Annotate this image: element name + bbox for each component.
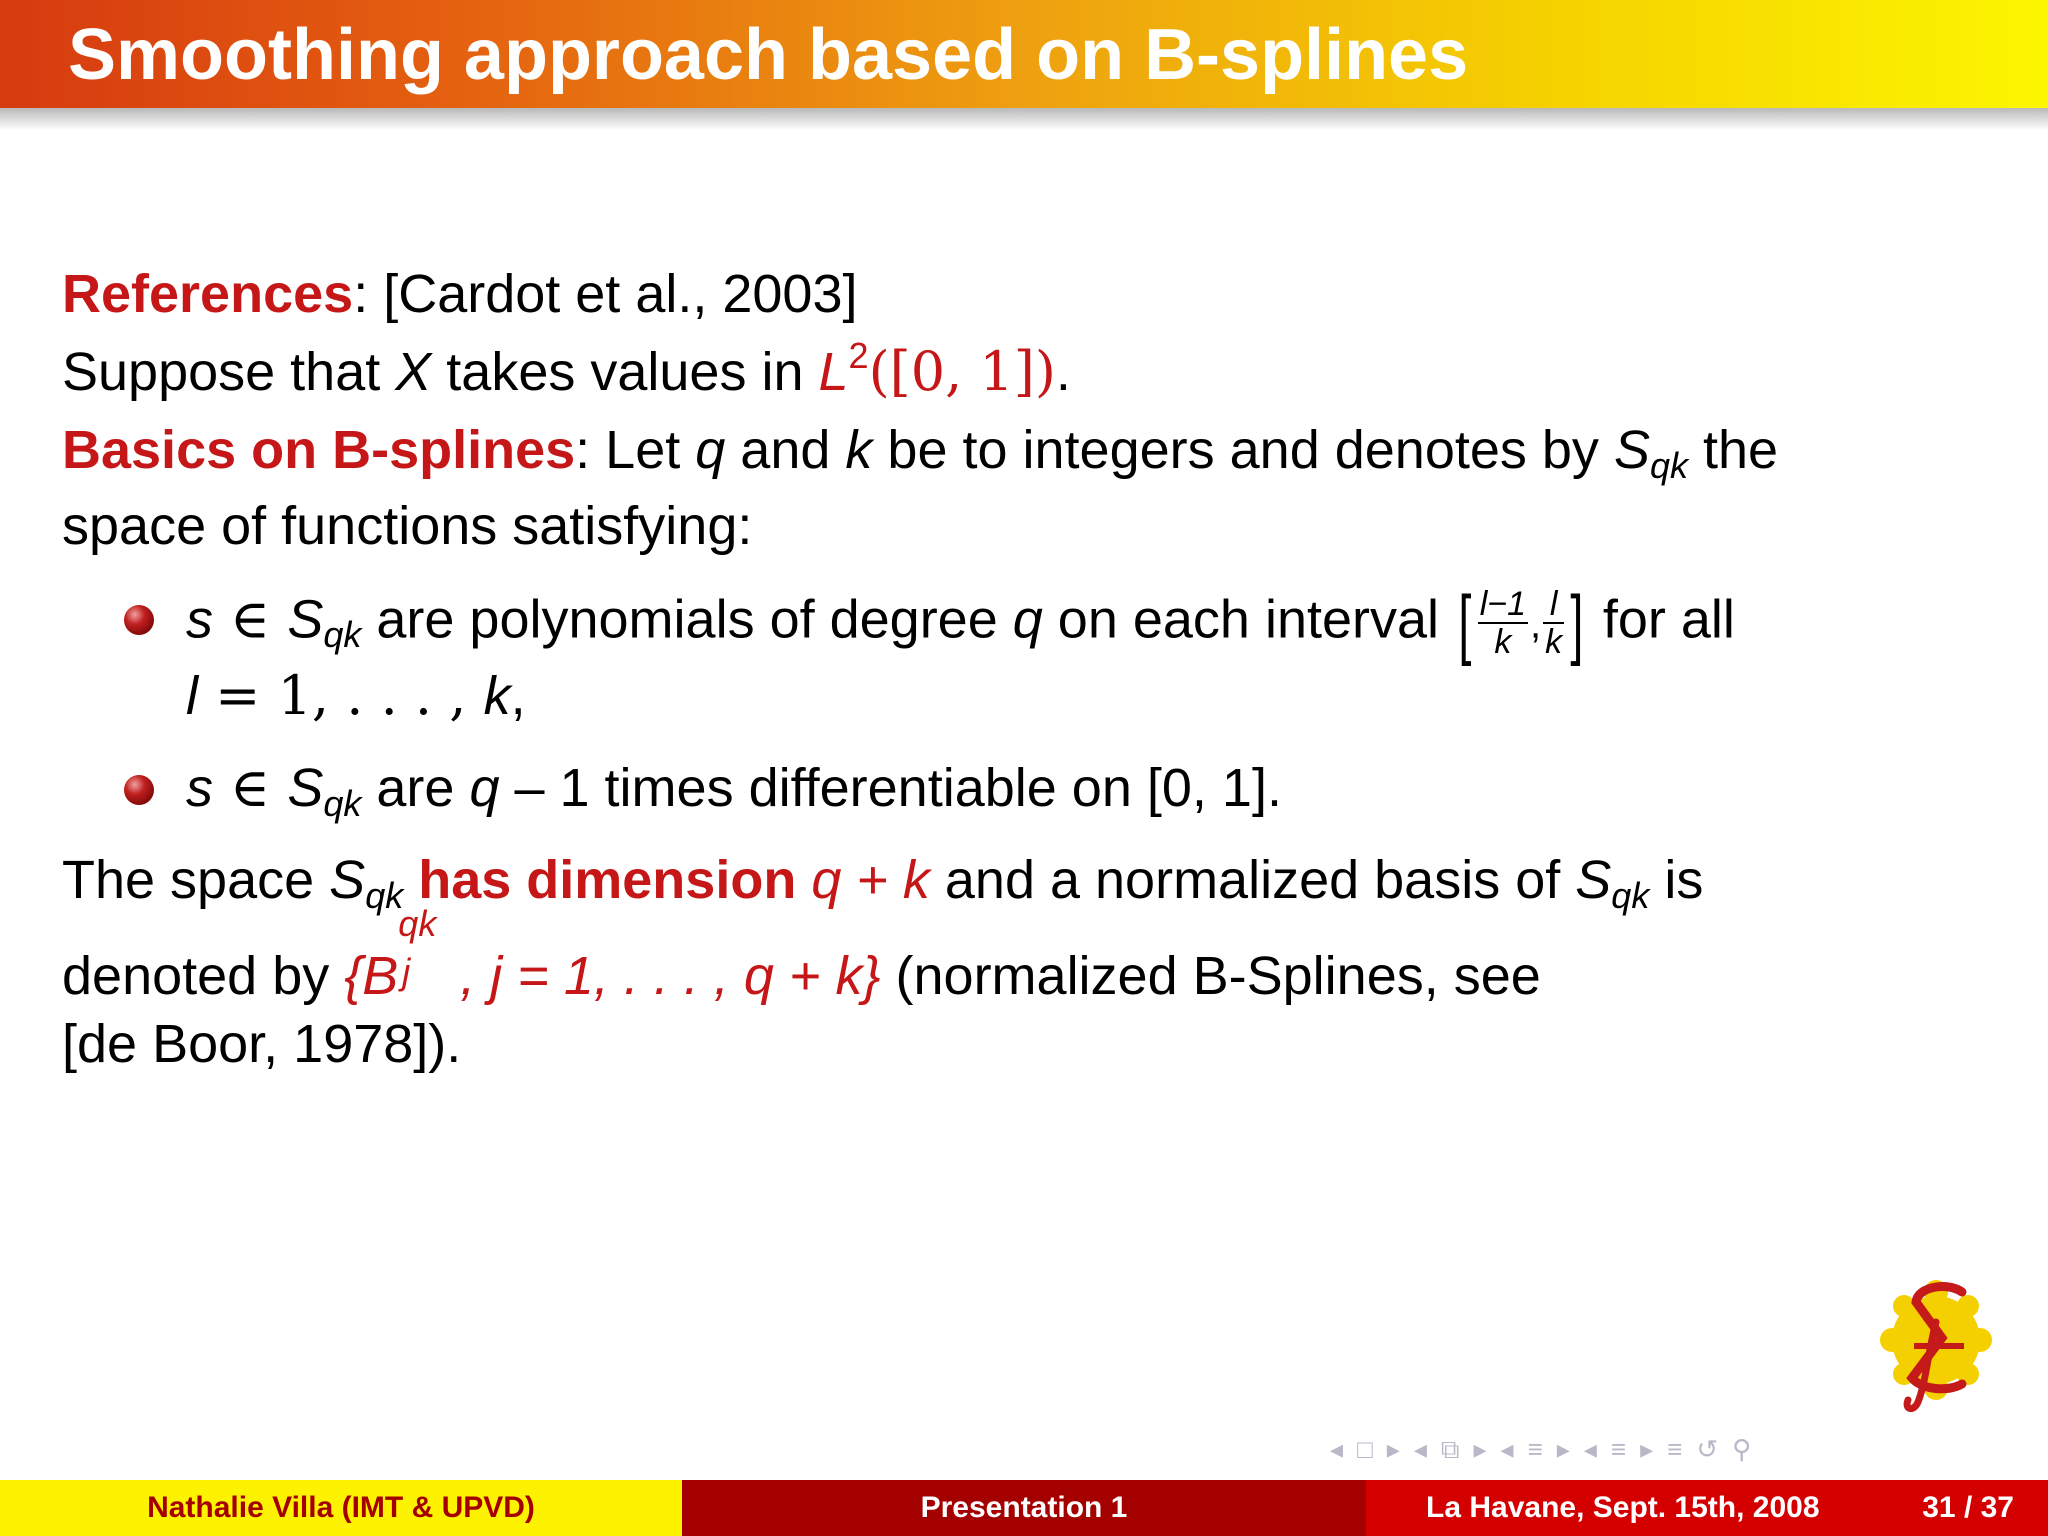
search-icon[interactable]: ⚲ [1732, 1434, 1752, 1464]
basics-text-4: the [1688, 420, 1779, 480]
space-dimension-line [62, 848, 1703, 918]
left-bracket: [ [1458, 579, 1472, 667]
subscript-j: j [402, 951, 411, 992]
slide-title: Smoothing approach based on B-splines [68, 15, 1469, 95]
l2-exponent: 2 [848, 335, 869, 376]
dimension-highlight: has dimension [403, 850, 812, 910]
var-s-space: S [329, 850, 366, 910]
superscript-qk: qk [398, 903, 437, 944]
element-of: ∈ [213, 587, 288, 651]
var-s-space: S [1575, 850, 1612, 910]
fraction-l-over-k [1543, 586, 1564, 660]
comma: , [510, 666, 526, 726]
bullet-text-2: on each interval [1042, 589, 1455, 650]
de-boor-reference: [de Boor, 1978]). [62, 1014, 462, 1074]
footer-author: Nathalie Villa (IMT & UPVD) [0, 1480, 682, 1536]
next-subsection-icon[interactable]: ▸ [1556, 1434, 1570, 1464]
var-q: q [695, 420, 726, 480]
subscript-qk: qk [323, 783, 362, 824]
basics-text-2: and [725, 420, 846, 480]
prev-slide-icon[interactable]: ◂ [1330, 1434, 1344, 1464]
var-s-space: S [287, 758, 324, 818]
subscript-qk: qk [1611, 875, 1650, 916]
denoted-text: denoted by [62, 946, 345, 1006]
fraction-denominator: k [1494, 623, 1512, 661]
element-of: ∈ [213, 756, 288, 819]
var-s-space: S [287, 589, 324, 650]
suppose-end: . [1055, 342, 1071, 402]
footer-bar [0, 1480, 2048, 1536]
subsection-icon[interactable]: ≡ [1527, 1434, 1543, 1464]
references-label: References [62, 264, 354, 324]
bullet-text-2: – 1 times differentiable on [0, 1]. [499, 758, 1282, 818]
title-bar-shadow [0, 108, 2048, 130]
var-q: q [469, 758, 500, 818]
right-bracket: ] [1570, 579, 1584, 667]
frame-icon[interactable]: ⧉ [1440, 1434, 1460, 1464]
var-x: X [395, 342, 432, 402]
fraction-denominator: k [1545, 623, 1563, 661]
suppose-text-2: takes values in [431, 342, 819, 402]
subscript-qk: qk [1649, 445, 1688, 486]
slide-icon[interactable]: □ [1357, 1434, 1373, 1464]
basics-text-3: be to integers and denotes by [872, 420, 1614, 480]
space-text-2: and a normalized basis of [929, 850, 1576, 910]
basics-line [62, 418, 1778, 488]
bullet-text: are [361, 758, 470, 818]
comma: , [1530, 602, 1542, 647]
basics-text: : Let [575, 420, 696, 480]
back-icon[interactable]: ↺ [1696, 1434, 1719, 1464]
document-icon[interactable]: ≡ [1667, 1434, 1683, 1464]
next-frame-icon[interactable]: ▸ [1473, 1434, 1487, 1464]
references-text: : [Cardot et al., 2003] [353, 264, 858, 324]
bullet-icon [124, 605, 154, 635]
bullet-text-3: for all [1587, 589, 1735, 650]
bullet-item-polynomials-line2 [186, 664, 526, 728]
basis-indices [398, 903, 460, 994]
space-text: The space [62, 850, 330, 910]
subscript-qk: qk [365, 875, 404, 916]
references-line [62, 262, 858, 326]
navigation-bar [1330, 1434, 1751, 1464]
subscript-qk: qk [323, 614, 362, 656]
var-s-space: S [1613, 420, 1650, 480]
suppose-line [62, 335, 1071, 410]
section-icon[interactable]: ≡ [1610, 1434, 1627, 1464]
var-k: k [845, 420, 873, 480]
space-text-end: is [1649, 850, 1704, 910]
range-text: = 1, . . . , [198, 664, 484, 727]
denoted-text-2: (normalized B-Splines, see [880, 946, 1541, 1006]
l2-symbol: L [818, 342, 849, 402]
footer-page-number: 31 / 37 [1922, 1491, 2014, 1524]
bullet-icon [124, 775, 154, 805]
var-k: k [483, 666, 511, 726]
fraction-l-minus-1-over-k [1478, 586, 1528, 660]
prev-subsection-icon[interactable]: ◂ [1500, 1434, 1514, 1464]
footer-presentation: Presentation 1 [682, 1480, 1366, 1536]
prev-section-icon[interactable]: ◂ [1583, 1434, 1597, 1464]
prev-frame-icon[interactable]: ◂ [1413, 1434, 1427, 1464]
bullet-item-differentiable [186, 756, 1282, 826]
footer-right [1366, 1480, 2048, 1536]
var-l: l [186, 666, 198, 726]
footer-place-date: La Havane, Sept. 15th, 2008 [1426, 1491, 1820, 1524]
var-s: s [186, 758, 213, 818]
dimension-formula: q + k [811, 850, 930, 910]
denoted-line [62, 903, 1541, 1008]
bullet-item-polynomials [186, 579, 1735, 667]
bullet-text: are polynomials of degree [361, 589, 1013, 650]
next-section-icon[interactable]: ▸ [1640, 1434, 1654, 1464]
fraction-numerator: l [1543, 586, 1564, 624]
basis-symbol: {B [344, 946, 399, 1006]
var-q: q [1012, 589, 1043, 650]
university-logo [1878, 1262, 1994, 1418]
l2-interval: ([0, 1]) [868, 340, 1056, 403]
next-slide-icon[interactable]: ▸ [1386, 1434, 1400, 1464]
suppose-text: Suppose that [62, 342, 396, 402]
fraction-numerator: l−1 [1479, 585, 1527, 623]
basics-line-2: space of functions satisfying: [62, 496, 753, 556]
basics-label: Basics on B-splines [62, 420, 576, 480]
basis-set: , j = 1, . . . , q + k} [460, 946, 881, 1006]
var-s: s [186, 589, 213, 650]
